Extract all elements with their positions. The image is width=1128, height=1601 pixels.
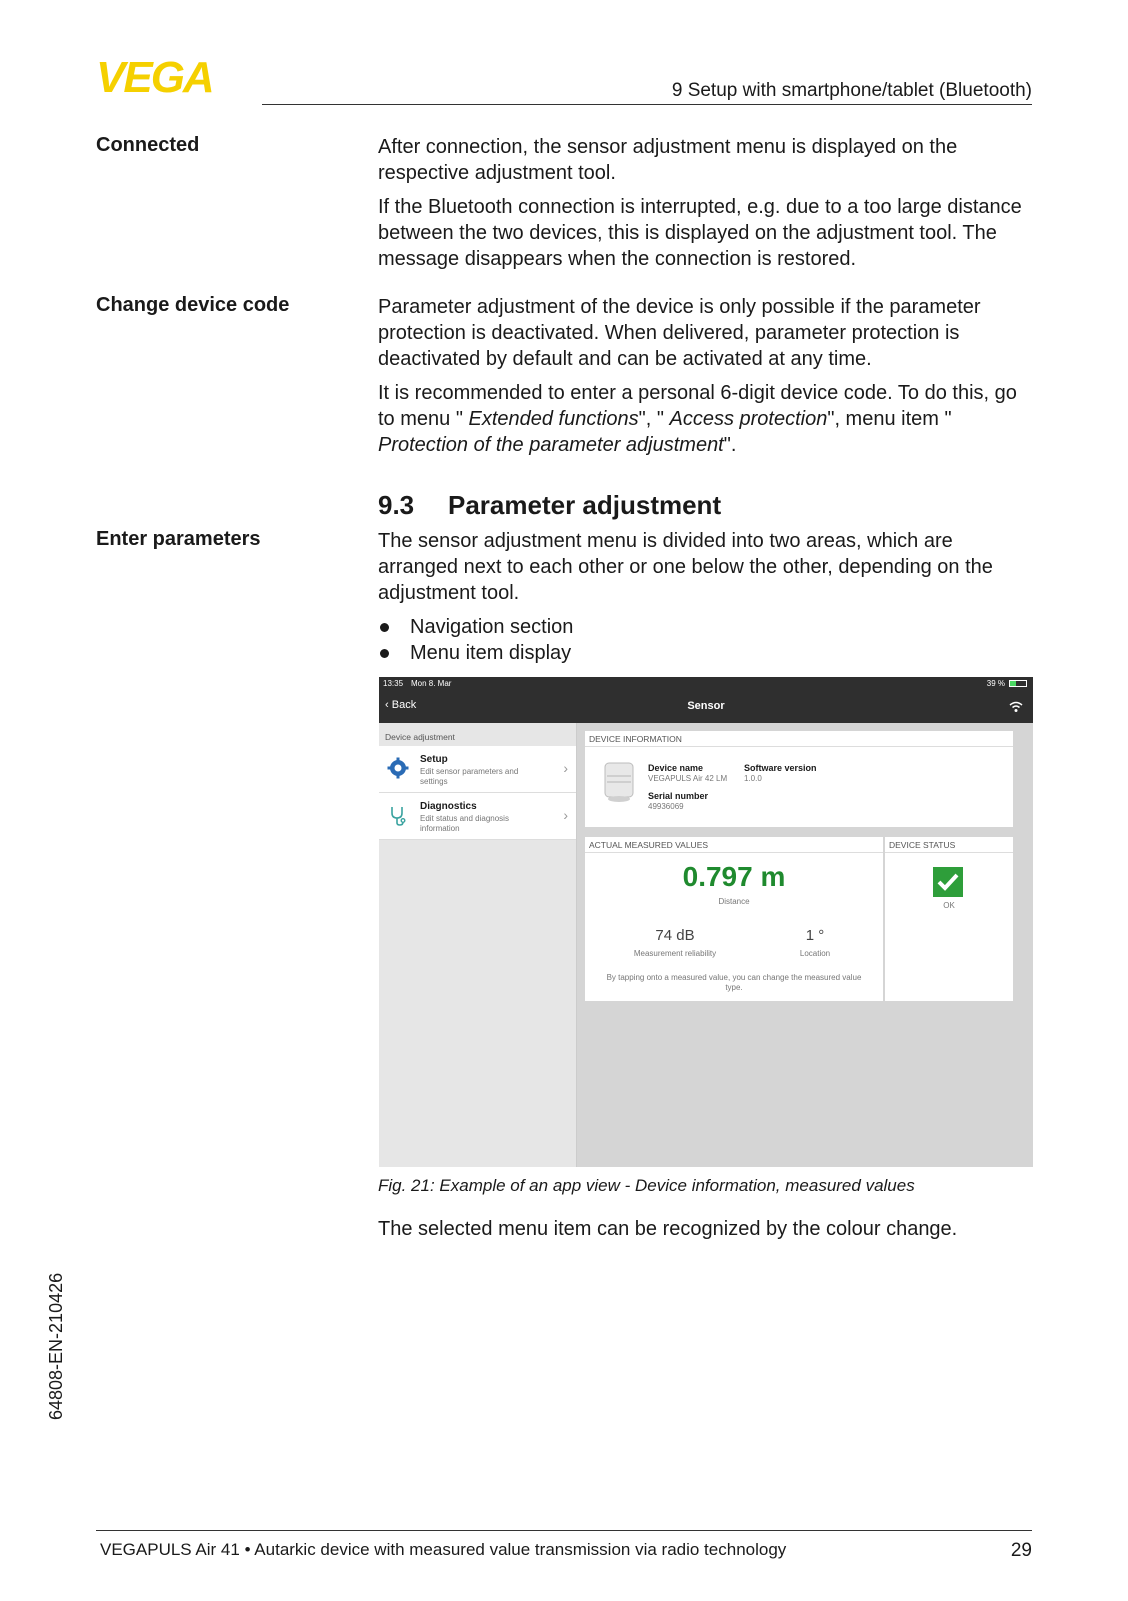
device-info-heading: DEVICE INFORMATION <box>585 731 1013 747</box>
menu-item-subtitle: Edit sensor parameters and settings <box>420 767 519 786</box>
bullet-list <box>378 614 1034 666</box>
status-time: 13:35 <box>383 679 404 688</box>
menu-item-title: Diagnostics <box>420 801 477 812</box>
navigation-section <box>379 723 577 1167</box>
back-button[interactable]: ‹ Back <box>385 699 417 711</box>
menu-item-title: Setup <box>420 754 448 765</box>
bullet-item: Navigation section <box>378 614 1034 640</box>
status-date: Mon 8. Mar <box>411 679 452 688</box>
section-title: Parameter adjustment <box>448 490 722 520</box>
header-section-title: 9 Setup with smartphone/tablet (Bluetooth) <box>671 80 1032 101</box>
app-screenshot <box>379 677 1033 1167</box>
software-version-value: 1.0.0 <box>744 774 762 783</box>
section-heading <box>378 490 721 521</box>
measured-values-heading: ACTUAL MEASURED VALUES <box>585 837 883 853</box>
wifi-icon <box>1009 701 1023 713</box>
document-number: 64808-EN-210426 <box>46 1272 66 1420</box>
header-rule <box>262 104 1032 105</box>
menu-item-display <box>577 723 1033 1167</box>
checkmark-icon <box>933 867 963 897</box>
device-status-value: OK <box>943 901 955 910</box>
measured-values-note: By tapping onto a measured value, you can change the measured value type. <box>606 973 862 992</box>
measured-values-card[interactable] <box>585 837 883 1001</box>
serial-number-value: 49936069 <box>648 802 684 811</box>
connected-p1: After connection, the sensor adjustment menu is displayed on the respective adjustment tool. <box>378 136 958 184</box>
change-code-p2: It is recommended to enter a personal 6-digit device code. To do this, go to menu " Extended functions", " Access protection", menu item " Protection of the parameter adjustment". <box>378 382 1017 456</box>
sensor-device-image <box>601 761 637 805</box>
nav-bar <box>379 691 1033 723</box>
svg-text:VEGA: VEGA <box>96 58 213 96</box>
software-version-label: Software version <box>744 763 817 773</box>
menu-item-setup[interactable] <box>379 746 576 793</box>
distance-value[interactable]: 0.797 m <box>682 861 786 892</box>
sidebar-title: Device adjustment <box>385 732 455 742</box>
enter-params-text <box>378 528 1034 666</box>
stethoscope-icon <box>389 805 407 827</box>
serial-number-label: Serial number <box>648 791 709 801</box>
reliability-value[interactable]: 74 dB <box>655 927 695 944</box>
chevron-right-icon: › <box>563 760 568 776</box>
device-status-card <box>885 837 1013 1001</box>
chevron-left-icon: ‹ <box>385 699 389 711</box>
change-code-text <box>378 294 1034 466</box>
page-number: 29 <box>1010 1540 1032 1561</box>
connected-text <box>378 134 1034 280</box>
device-status-heading: DEVICE STATUS <box>885 837 1013 853</box>
connected-label: Connected <box>96 134 200 156</box>
device-name-value: VEGAPULS Air 42 LM <box>648 774 728 783</box>
reliability-label: Measurement reliability <box>633 949 717 958</box>
vega-logo <box>96 58 246 96</box>
footer-rule <box>96 1530 1032 1531</box>
chevron-right-icon: › <box>563 807 568 823</box>
distance-label: Distance <box>718 897 750 906</box>
device-info-card <box>585 731 1013 827</box>
gear-icon <box>387 757 409 779</box>
change-code-p1: Parameter adjustment of the device is only possible if the parameter protection is deactivated. When delivered, parameter protection is deactivated by default and can be activated at any time. <box>378 296 981 370</box>
device-name-label: Device name <box>648 763 704 773</box>
battery-icon <box>1009 680 1027 687</box>
location-value[interactable]: 1 ° <box>805 927 825 944</box>
location-label: Location <box>799 949 831 958</box>
enter-params-label: Enter parameters <box>96 528 261 550</box>
bullet-item: Menu item display <box>378 640 1034 666</box>
footer-text: VEGAPULS Air 41 • Autarkic device with measured value transmission via radio technology <box>100 1540 787 1559</box>
nav-title: Sensor <box>687 700 725 712</box>
change-code-label: Change device code <box>96 294 290 316</box>
figure-caption: Fig. 21: Example of an app view - Device information, measured values <box>378 1176 915 1195</box>
section-number: 9.3 <box>378 490 415 520</box>
battery-level: 39 % <box>986 679 1005 688</box>
connected-p2: If the Bluetooth connection is interrupted, e.g. due to a too large distance between the two devices, this is displayed on the adjustment tool. The message disappears when the connection is restored. <box>378 196 1022 270</box>
status-bar <box>379 677 1033 691</box>
enter-params-p1: The sensor adjustment menu is divided into two areas, which are arranged next to each other or one below the other, depending on the adjustment tool. <box>378 530 993 604</box>
menu-item-diagnostics[interactable] <box>379 793 576 840</box>
closing-paragraph: The selected menu item can be recognized by the colour change. <box>378 1218 958 1240</box>
menu-item-subtitle: Edit status and diagnosis information <box>420 814 509 833</box>
